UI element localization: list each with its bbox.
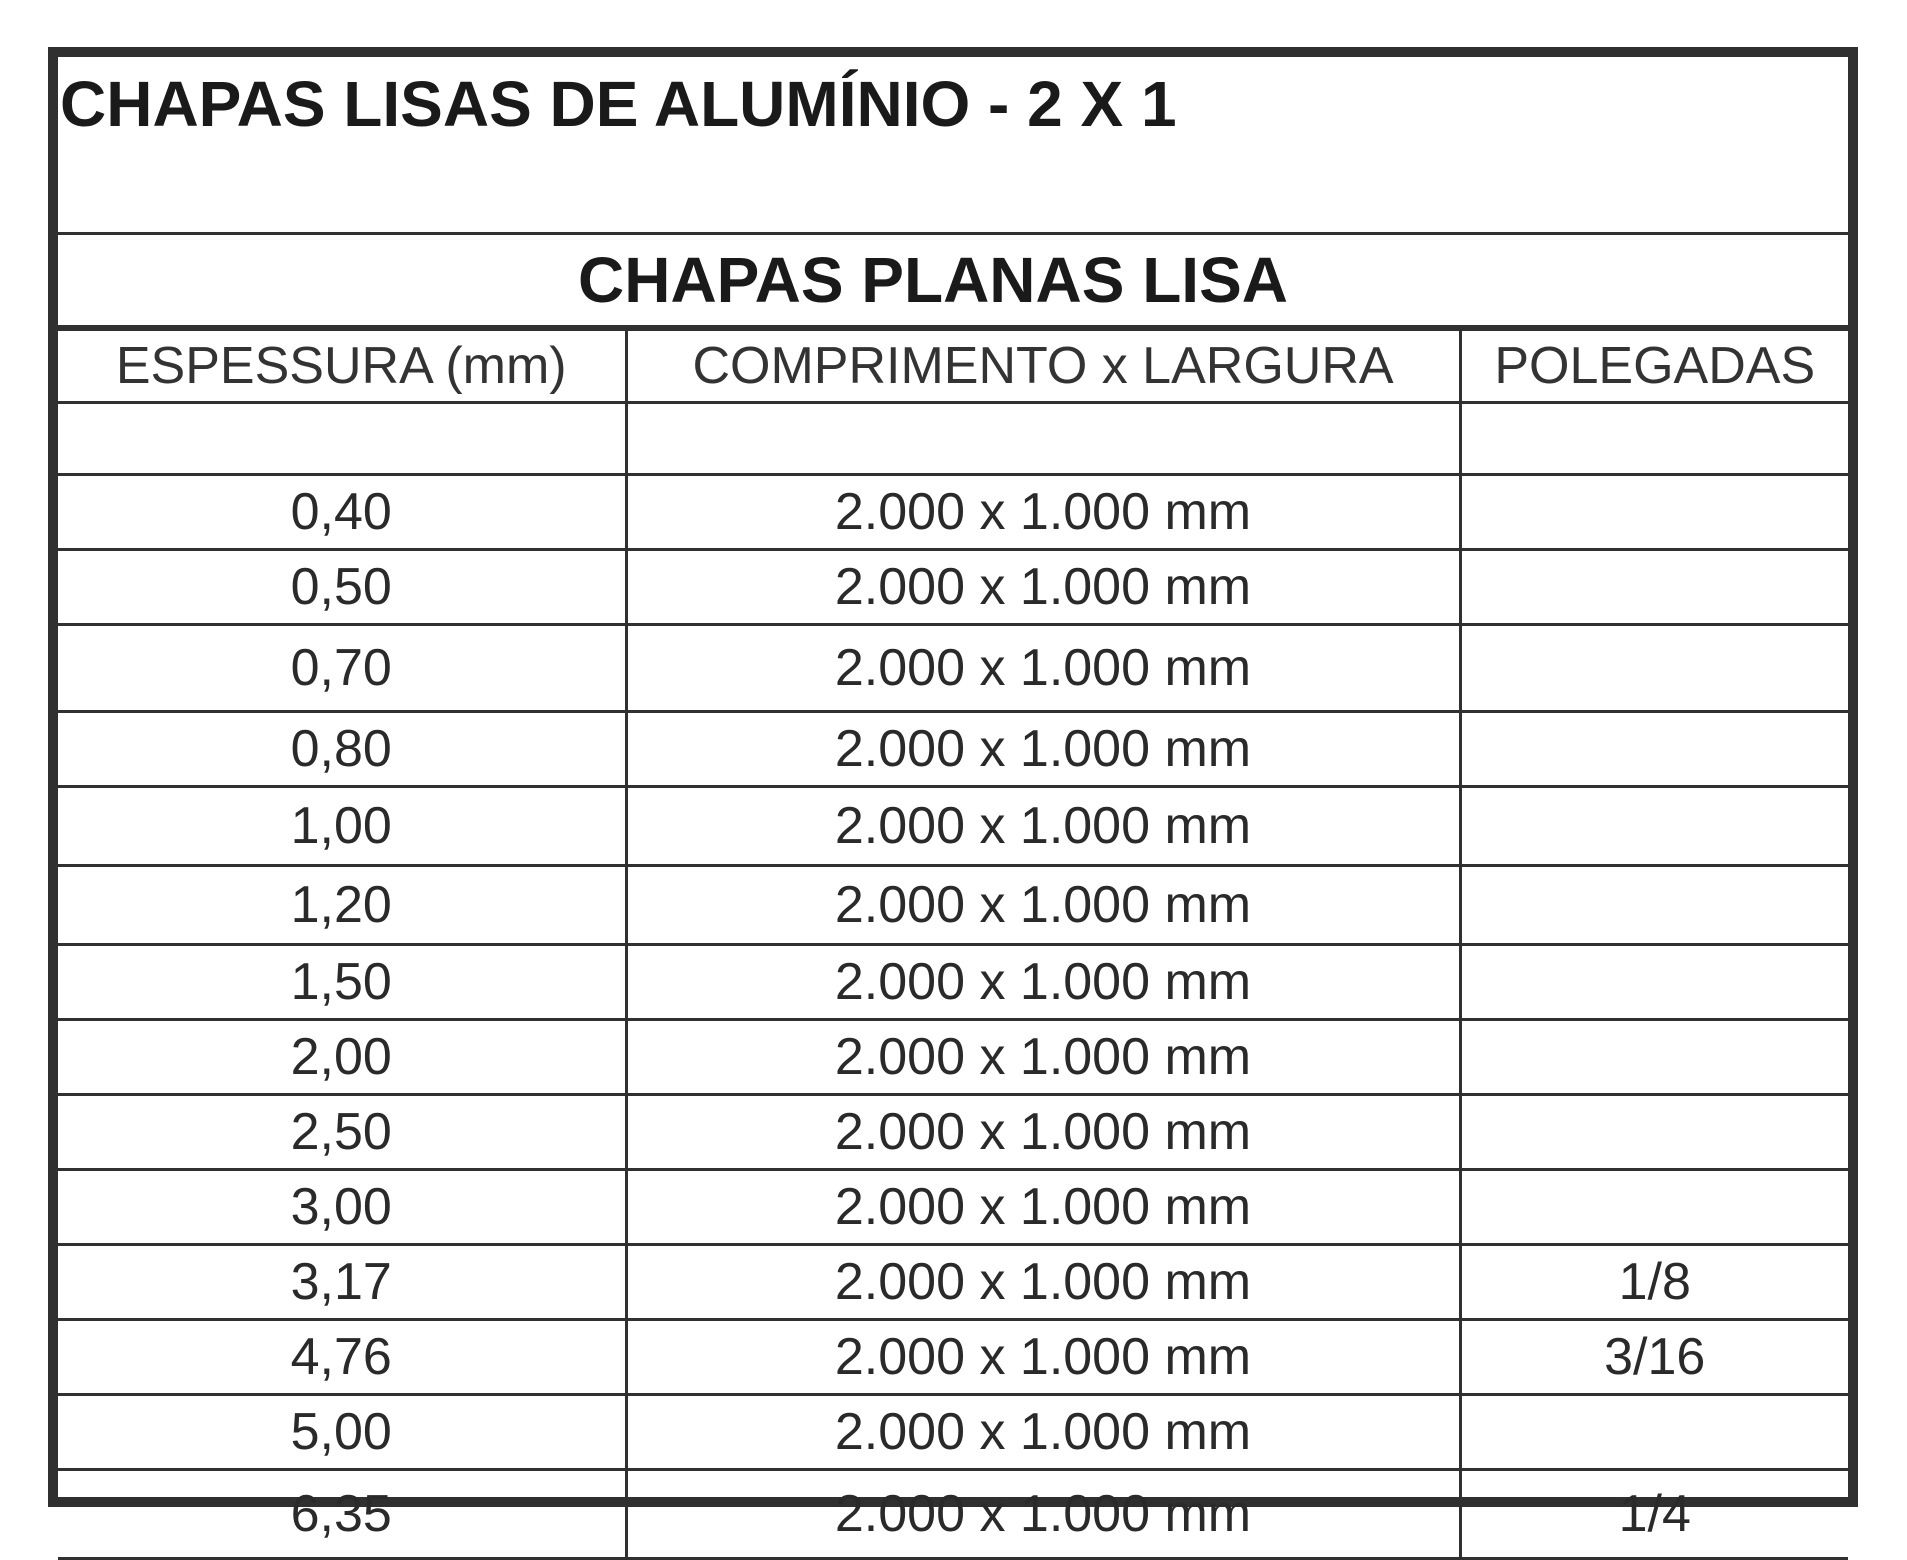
cell-polegadas: [1460, 1095, 1848, 1170]
header-comprimento-largura: COMPRIMENTO x LARGURA: [626, 330, 1460, 403]
table-row: [58, 1095, 1848, 1170]
blank-cell: [58, 403, 626, 475]
cell-espessura: 1,50: [58, 945, 626, 1020]
cell-dimensoes: 2.000 x 1.000 mm: [626, 1245, 1460, 1320]
cell-dimensoes: 2.000 x 1.000 mm: [626, 475, 1460, 550]
cell-dimensoes: 2.000 x 1.000 mm: [626, 1395, 1460, 1470]
cell-espessura: 0,80: [58, 712, 626, 787]
table-row: [58, 787, 1848, 866]
cell-polegadas: [1460, 787, 1848, 866]
cell-dimensoes: 2.000 x 1.000 mm: [626, 712, 1460, 787]
cell-dimensoes: 2.000 x 1.000 mm: [626, 625, 1460, 712]
cell-espessura: 6,35: [58, 1470, 626, 1559]
cell-polegadas: 3/16: [1460, 1320, 1848, 1395]
title-row: [58, 57, 1848, 235]
subtitle-row: [58, 235, 1848, 328]
cell-dimensoes: 2.000 x 1.000 mm: [626, 945, 1460, 1020]
table-row: [58, 1020, 1848, 1095]
table-row: [58, 475, 1848, 550]
table-row: [58, 1470, 1848, 1559]
table-row: [58, 866, 1848, 945]
cell-polegadas: [1460, 550, 1848, 625]
cell-espessura: 4,76: [58, 1320, 626, 1395]
header-row: [58, 330, 1848, 403]
table-row: [58, 550, 1848, 625]
cell-espessura: 0,70: [58, 625, 626, 712]
cell-polegadas: [1460, 1170, 1848, 1245]
sheet-table: [58, 328, 1848, 1560]
cell-dimensoes: 2.000 x 1.000 mm: [626, 866, 1460, 945]
price-sheet: [48, 47, 1858, 1543]
cell-espessura: 1,00: [58, 787, 626, 866]
table-row: [58, 712, 1848, 787]
blank-cell: [626, 403, 1460, 475]
cell-dimensoes: 2.000 x 1.000 mm: [626, 550, 1460, 625]
table-subtitle: CHAPAS PLANAS LISA: [578, 244, 1288, 316]
cell-espessura: 1,20: [58, 866, 626, 945]
cell-polegadas: 1/4: [1460, 1470, 1848, 1559]
cell-dimensoes: 2.000 x 1.000 mm: [626, 1320, 1460, 1395]
table-row: [58, 1170, 1848, 1245]
table-row: [58, 1320, 1848, 1395]
blank-cell: [1460, 403, 1848, 475]
cell-espessura: 0,50: [58, 550, 626, 625]
cell-polegadas: [1460, 866, 1848, 945]
cell-polegadas: 1/8: [1460, 1245, 1848, 1320]
cell-espessura: 5,00: [58, 1395, 626, 1470]
header-polegadas: POLEGADAS: [1460, 330, 1848, 403]
cell-espessura: 3,00: [58, 1170, 626, 1245]
cell-polegadas: [1460, 1020, 1848, 1095]
table-row: [58, 945, 1848, 1020]
cell-dimensoes: 2.000 x 1.000 mm: [626, 1170, 1460, 1245]
cell-espessura: 0,40: [58, 475, 626, 550]
blank-row: [58, 403, 1848, 475]
page-title: CHAPAS LISAS DE ALUMÍNIO - 2 X 1: [60, 68, 1177, 140]
header-espessura: ESPESSURA (mm): [58, 330, 626, 403]
table-row: [58, 1395, 1848, 1470]
cell-espessura: 2,50: [58, 1095, 626, 1170]
cell-polegadas: [1460, 712, 1848, 787]
table-row: [58, 625, 1848, 712]
cell-espessura: 2,00: [58, 1020, 626, 1095]
cell-dimensoes: 2.000 x 1.000 mm: [626, 1020, 1460, 1095]
cell-dimensoes: 2.000 x 1.000 mm: [626, 1095, 1460, 1170]
table-row: [58, 1245, 1848, 1320]
cell-dimensoes: 2.000 x 1.000 mm: [626, 1470, 1460, 1559]
cell-espessura: 3,17: [58, 1245, 626, 1320]
cell-polegadas: [1460, 475, 1848, 550]
cell-polegadas: [1460, 625, 1848, 712]
cell-polegadas: [1460, 945, 1848, 1020]
cell-polegadas: [1460, 1395, 1848, 1470]
cell-dimensoes: 2.000 x 1.000 mm: [626, 787, 1460, 866]
